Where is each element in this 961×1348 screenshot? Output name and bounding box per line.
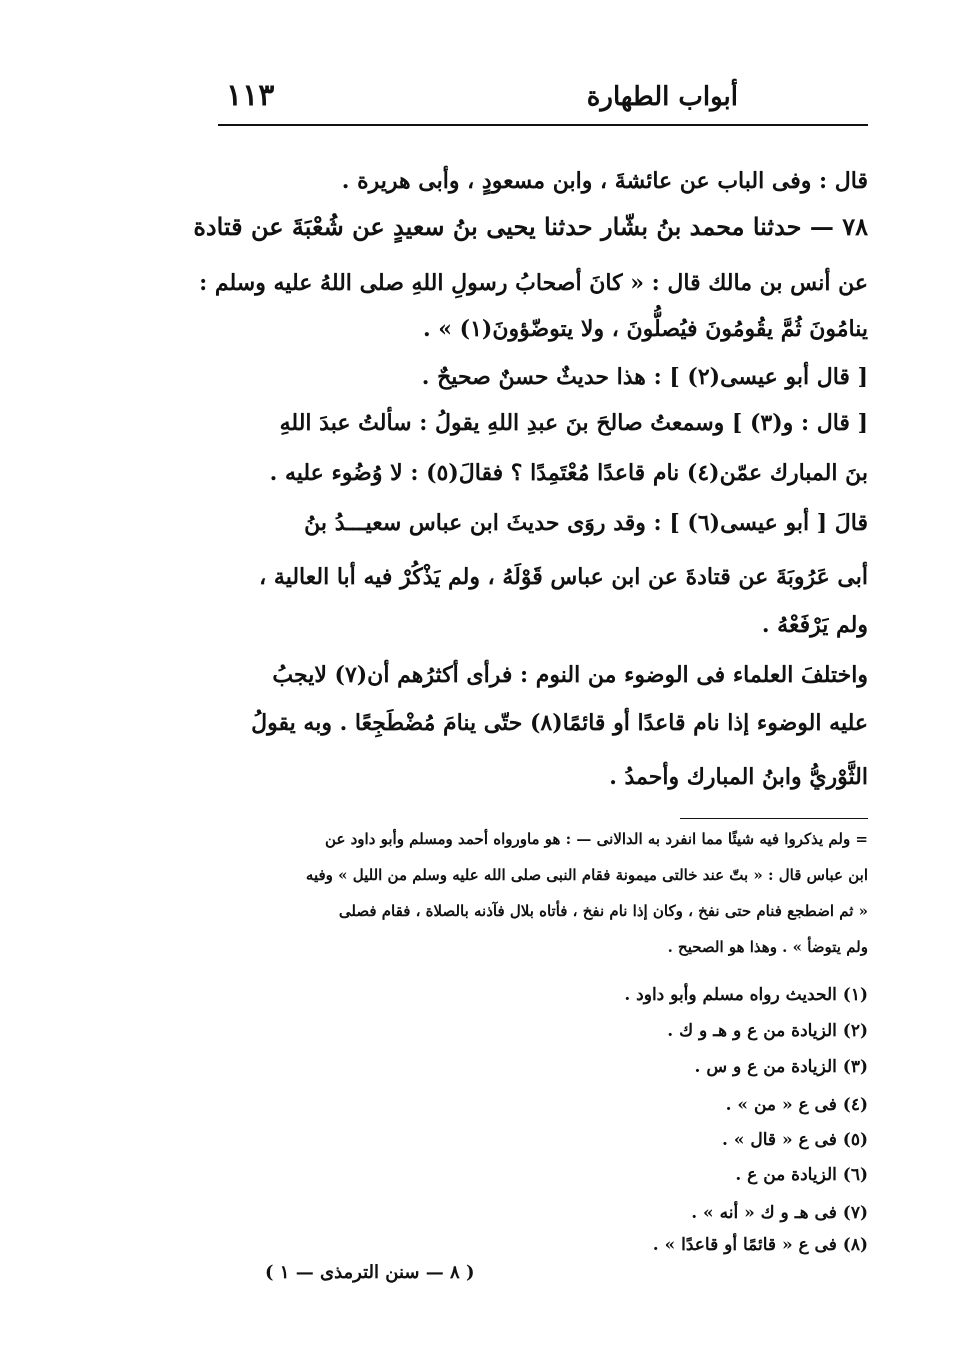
- text-line: الثَّوْريُّ وابنُ المبارك وأحمدُ .: [609, 764, 868, 790]
- page-header: [218, 72, 868, 122]
- signature-mark: ( ٨ — سنن الترمذى — ١ ): [265, 1262, 475, 1283]
- footnote-line: « ثم اضطجع فنام حتى نفخ ، وكان إذا نام نفخ ، فأتاه بلال فآذنه بالصلاة ، فقام فصلى: [338, 902, 868, 920]
- running-title: أبواب الطهارة: [586, 82, 738, 112]
- text-line: قال : وفى الباب عن عائشةَ ، وابن مسعودٍ ، وأبى هريرة .: [341, 168, 868, 194]
- footnote-rule: [680, 818, 868, 819]
- note-item: (٦) الزيادة من ع .: [735, 1165, 868, 1185]
- text-line: ولم يَرْفَعْهُ .: [761, 612, 868, 638]
- header-rule: [218, 124, 868, 126]
- note-item: (٤) فى ع « من » .: [725, 1095, 868, 1115]
- text-line: [ قال : و(٣) ] وسمعتُ صالحَ بنَ عبدِ اللهِ يقولُ : سألتُ عبدَ اللهِ: [279, 410, 868, 436]
- text-line: واختلفَ العلماء فى الوضوء من النوم : فرأى أكثرُهم أن(٧) لايجبُ: [272, 662, 868, 688]
- note-item: (٥) فى ع « قال » .: [721, 1130, 868, 1150]
- footnote-line: = ولم يذكروا فيه شيئًا مما انفرد به الدالانى — : هو ماورواه أحمد ومسلم وأبو داود عن: [325, 830, 868, 848]
- note-item: (٣) الزيادة من ع و س .: [694, 1057, 868, 1077]
- text-line: عليه الوضوء إذا نام قاعدًا أو قائمًا(٨) حتّى ينامَ مُضْطَجِعًا . وبه يقولُ: [251, 710, 868, 736]
- hadith-heading-line: ٧٨ — حدثنا محمد بنُ بشّار حدثنا يحيى بنُ سعيدٍ عن شُعْبَةَ عن قتادة: [193, 212, 868, 241]
- note-item: (١) الحديث رواه مسلم وأبو داود .: [624, 985, 868, 1005]
- note-item: (٢) الزيادة من ع و هـ و ك .: [667, 1021, 868, 1041]
- footnote-line: ابن عباس قال : « بتّ عند خالتى ميمونة فقام النبى صلى الله عليه وسلم من الليل » وفيه: [305, 866, 868, 884]
- note-item: (٨) فى ع « قائمًا أو قاعدًا » .: [652, 1235, 868, 1255]
- text-line: بنَ المبارك عمّن(٤) نام قاعدًا مُعْتَمِدًا ؟ فقالَ(٥) : لا وُضُوء عليه .: [269, 460, 868, 486]
- page-number: ١١٣: [226, 78, 275, 113]
- text-line: أبى عَرُوبَةَ عن قتادةَ عن ابن عباس قَوْلَهُ ، ولم يَذْكُرْ فيه أبا العالية ،: [259, 564, 868, 590]
- footnote-line: ولم يتوضأ » . وهذا هو الصحيح .: [667, 938, 868, 956]
- note-item: (٧) فى هـ و ك « أنه » .: [691, 1203, 868, 1223]
- text-line: عن أنس بن مالك قال : « كانَ أصحابُ رسولِ اللهِ صلى اللهُ عليه وسلم :: [199, 270, 868, 296]
- text-line: [ قال أبو عيسى(٢) ] : هذا حديثٌ حسنٌ صحيحٌ .: [421, 364, 868, 390]
- text-line: قالَ [ أبو عيسى(٦) ] : وقد روَى حديثَ ابن عباس سعيـــدُ بنُ: [304, 510, 868, 536]
- text-line: ينامُونَ ثُمَّ يقُومُونَ فيُصلُّونَ ، ولا يتوضّؤونَ(١) » .: [422, 316, 868, 342]
